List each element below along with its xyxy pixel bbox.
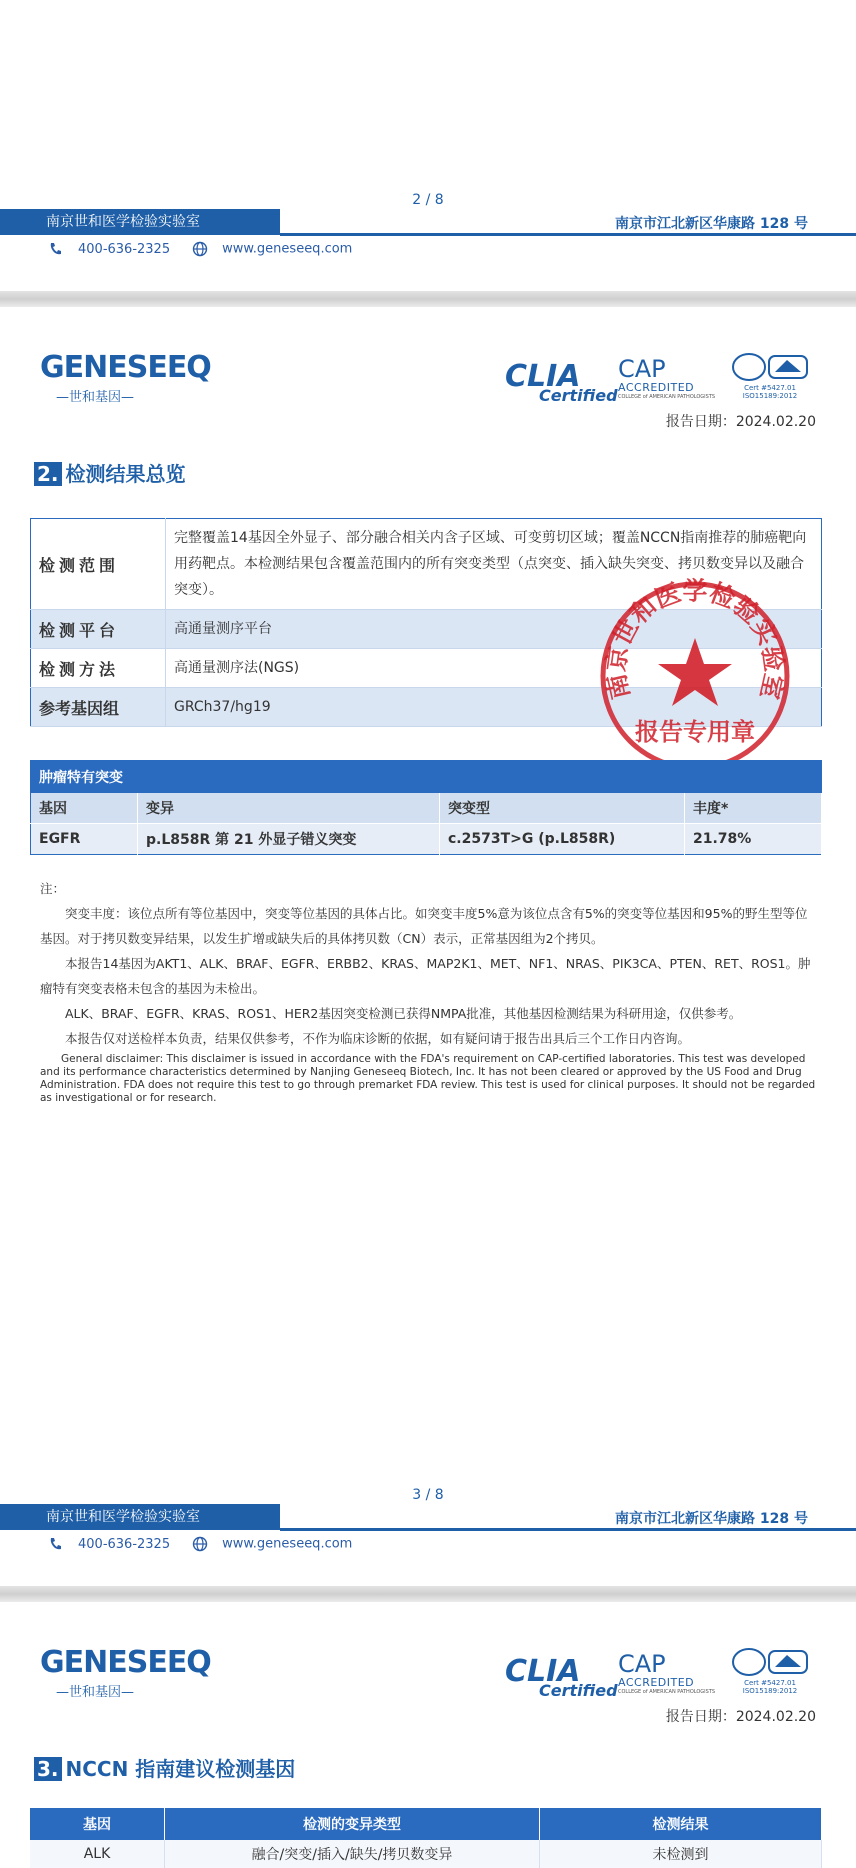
table-cell: 融合/突变/插入/缺失/拷贝数变异 — [165, 1840, 540, 1868]
phone-icon — [48, 1536, 64, 1552]
page-break — [0, 1586, 856, 1602]
col-header: 突变型 — [440, 793, 685, 824]
section-2-title: 2. 检测结果总览 — [34, 458, 186, 487]
phone-number: 400-636-2325 — [78, 1536, 171, 1552]
row-value: 完整覆盖14基因全外显子、部分融合相关内含子区域、可变剪切区域；覆盖NCCN指南推荐的肺癌靶向用药靶点。本检测结果包含覆盖范围内的所有突变类型（点突变、插入缺失突变、拷贝数变异以及融合突变）。 — [166, 519, 822, 610]
notes-section — [40, 876, 818, 1105]
ilac-logo: Cert #5427.01 ISO15189:2012 — [730, 352, 810, 400]
logo-chinese: —世和基因— — [55, 390, 134, 405]
table-header-row — [30, 1808, 822, 1840]
footer-divider — [280, 233, 856, 236]
section-3-title: 3. NCCN 指南建议检测基因 — [34, 1753, 295, 1782]
table-header-row — [31, 793, 822, 824]
contact-bar — [48, 241, 352, 257]
col-header: 基因 — [31, 793, 138, 824]
website-link[interactable]: www.geneseeq.com — [222, 241, 353, 257]
globe-icon — [192, 241, 208, 257]
table-cell: EGFR — [31, 824, 138, 855]
table-cell: 未检测到 — [540, 1840, 822, 1868]
geneseeq-logo: GENESEEQ —世和基因— — [40, 1645, 211, 1700]
svg-text:南京世和医学检验实验室: 南京世和医学检验实验室 — [601, 576, 789, 702]
table-cell: p.L858R 第 21 外显子错义突变 — [138, 824, 440, 855]
clia-logo: CLIA Certified — [505, 359, 618, 405]
page-number: 2 / 8 — [412, 192, 444, 208]
row-value: 高通量测序平台 — [166, 610, 822, 649]
col-header: 变异 — [138, 793, 440, 824]
cap-logo: CAP ACCREDITED COLLEGE of AMERICAN PATHOLOGISTS — [618, 355, 716, 400]
lab-name-band: 南京世和医学检验实验室 — [0, 1504, 280, 1530]
globe-icon — [192, 1536, 208, 1552]
note-line: 本报告仅对送检样本负责，结果仅供参考，不作为临床诊断的依据，如有疑问请于报告出具后三个工作日内咨询。 — [65, 1031, 691, 1046]
general-disclaimer: General disclaimer: This disclaimer is issued in accordance with the FDA's requirement on CAP-certified laboratories. This test was developed and its performance characteristics determined by Nanjing Geneseeq Biotech, Inc. It has not been cleared or approved by the US Food and Drug Administration. FDA does not require this test to go through premarket FDA review. This test is used for clinical purposes. It should not be regarded as investigational or for research. — [40, 1053, 816, 1104]
report-date: 报告日期：2024.02.20 — [665, 414, 816, 430]
tumor-mutation-table — [30, 760, 822, 855]
row-value: 高通量测序法(NGS) — [166, 649, 822, 688]
row-key: 检测方法 — [31, 649, 166, 688]
lab-address: 南京市江北新区华康路 128 号 — [615, 216, 808, 232]
logo-wordmark: GENESEEQ — [40, 350, 211, 385]
nccn-gene-table — [30, 1808, 822, 1868]
row-key: 检测平台 — [31, 610, 166, 649]
table-row — [30, 1840, 822, 1868]
col-header: 检测结果 — [540, 1808, 822, 1840]
phone-icon — [48, 241, 64, 257]
svg-text:报告专用章: 报告专用章 — [635, 718, 755, 746]
table-cell: c.2573T>G (p.L858R) — [440, 824, 685, 855]
row-key: 参考基因组 — [31, 688, 166, 727]
table-cell: 21.78% — [685, 824, 822, 855]
note-line: ALK、BRAF、EGFR、KRAS、ROS1、HER2基因突变检测已获得NMPA批准，其他基因检测结果为科研用途，仅供参考。 — [65, 1006, 742, 1021]
table-title: 肿瘤特有突变 — [31, 761, 822, 794]
report-date: 报告日期：2024.02.20 — [665, 1709, 816, 1725]
col-header: 丰度* — [685, 793, 822, 824]
notes-heading: 注： — [40, 881, 66, 896]
footer-divider — [280, 1528, 856, 1531]
note-line: 突变丰度：该位点所有等位基因中，突变等位基因的具体占比。如突变丰度5%意为该位点含有5%的突变等位基因和95%的野生型等位基因。对于拷贝数变异结果，以发生扩增或缺失后的具体拷贝数（CN）表示，正常基因组为2个拷贝。 — [40, 906, 808, 946]
lab-address: 南京市江北新区华康路 128 号 — [615, 1511, 808, 1527]
ilac-logo: Cert #5427.01 ISO15189:2012 — [730, 1647, 810, 1695]
geneseeq-logo — [40, 350, 211, 405]
page-break — [0, 291, 856, 307]
col-header: 检测的变异类型 — [165, 1808, 540, 1840]
note-line: 本报告14基因为AKT1、ALK、BRAF、EGFR、ERBB2、KRAS、MAP2K1、MET、NF1、NRAS、PIK3CA、PTEN、RET、ROS1。肿瘤特有突变表格未包含的基因为未检出。 — [40, 956, 811, 996]
clia-logo: CLIA Certified — [505, 1654, 618, 1700]
row-key: 检测范围 — [31, 519, 166, 610]
lab-name-band: 南京世和医学检验实验室 — [0, 209, 280, 235]
row-value: GRCh37/hg19 — [166, 688, 822, 727]
page-number: 3 / 8 — [412, 1487, 444, 1503]
contact-bar — [48, 1536, 352, 1552]
cap-logo: CAP ACCREDITED COLLEGE of AMERICAN PATHOLOGISTS — [618, 1650, 716, 1695]
table-cell: ALK — [30, 1840, 165, 1868]
phone-number: 400-636-2325 — [78, 241, 171, 257]
col-header: 基因 — [30, 1808, 165, 1840]
lab-seal-stamp — [595, 576, 795, 776]
website-link[interactable]: www.geneseeq.com — [222, 1536, 353, 1552]
table-row — [31, 824, 822, 855]
